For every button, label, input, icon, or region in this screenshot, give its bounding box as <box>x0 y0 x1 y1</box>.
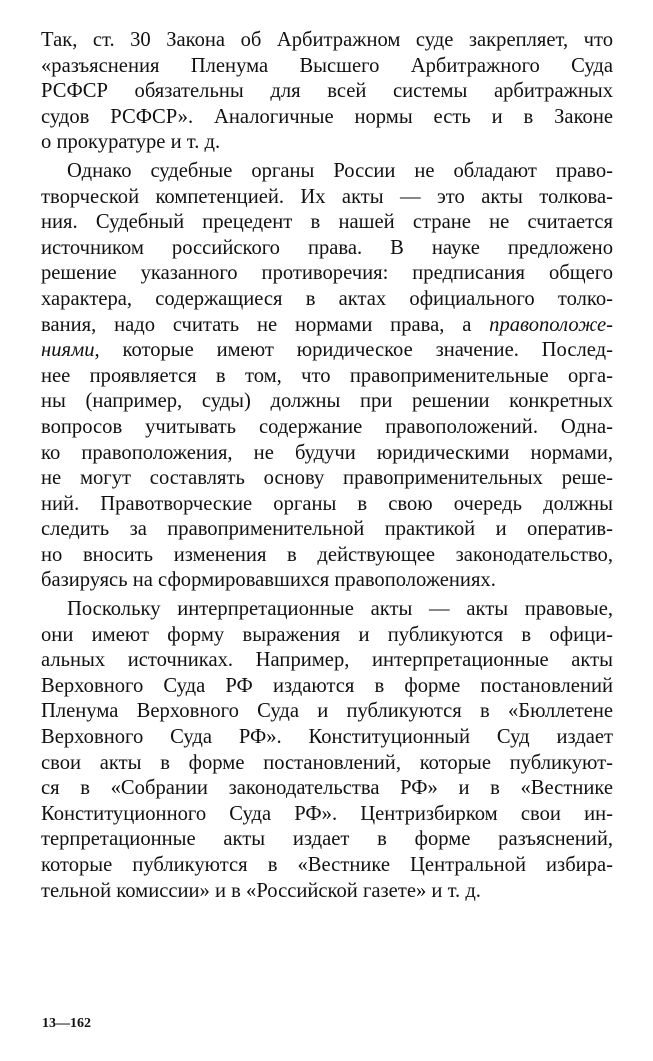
text-segment: вания, надо считать не нормами права, а <box>41 313 490 336</box>
text-line <box>41 441 613 467</box>
text-segment: базируясь на сформировавшихся правоположениях. <box>41 569 496 592</box>
text-line <box>41 776 613 802</box>
text-line <box>41 159 613 185</box>
text-line <box>41 79 613 105</box>
text-line <box>41 185 613 211</box>
text-segment: ны (например, суды) должны при решении конкретных <box>41 390 613 413</box>
text-line <box>41 853 613 879</box>
text-line <box>41 236 613 262</box>
text-segment: которые публикуются в «Вестнике Центральной избира- <box>41 854 613 876</box>
paragraph <box>41 159 613 594</box>
text-segment: «разъяснения Пленума Высшего Арбитражного Суда <box>41 54 613 77</box>
text-line <box>41 28 613 54</box>
text-line <box>41 492 613 518</box>
signature-mark: 13—162 <box>42 1016 91 1031</box>
text-segment: не могут составлять основу правоприменительных реше- <box>41 467 613 490</box>
text-segment: нее проявляется в том, что правоприменительные орга- <box>41 364 613 387</box>
text-line <box>41 517 613 543</box>
text-line <box>41 648 613 674</box>
text-line <box>41 313 613 339</box>
text-segment: , которые имеют юридическое значение. Послед- <box>94 339 613 362</box>
text-segment: ния. Судебный прецедент в нашей стране не считается <box>41 211 613 234</box>
text-line <box>41 699 613 725</box>
text-line <box>41 105 613 131</box>
text-line <box>41 466 613 492</box>
italic-term: ниями <box>41 339 95 362</box>
text-segment: альных источниках. Например, интерпретационные акты <box>41 649 613 672</box>
text-segment: РСФСР обязательны для всей системы арбитражных <box>41 80 613 103</box>
text-line <box>41 338 613 364</box>
text-segment: но вносить изменения в действующее законодательство, <box>41 543 613 566</box>
text-line <box>41 725 613 751</box>
text-line <box>41 415 613 441</box>
text-line <box>41 54 613 80</box>
text-line <box>41 287 613 313</box>
text-line <box>41 389 613 415</box>
paragraph <box>41 597 613 904</box>
text-segment: вопросов учитывать содержание правоположений. Одна- <box>41 415 613 438</box>
text-line <box>41 261 613 287</box>
text-segment: ний. Правотворческие органы в свою очередь должны <box>41 492 613 515</box>
text-segment: решение указанного противоречия: предписания общего <box>41 262 613 285</box>
text-segment: Верховного Суда РФ издаются в форме постановлений <box>41 674 613 697</box>
text-segment: ко правоположения, не будучи юридическими нормами, <box>41 441 613 464</box>
text-line <box>41 802 613 828</box>
text-line <box>41 568 613 594</box>
text-line <box>41 674 613 700</box>
paragraph <box>41 28 613 156</box>
text-segment: Пленума Верховного Суда и публикуются в «Бюллетене <box>41 700 613 723</box>
text-segment: ся в «Собрании законодательства РФ» и в «Вестнике <box>41 777 613 800</box>
text-segment: терпретационные акты издает в форме разъяснений, <box>41 828 613 851</box>
italic-term: правоположе- <box>489 313 613 336</box>
text-segment: Поскольку интерпретационные акты — акты правовые, <box>67 598 613 621</box>
text-line <box>41 597 613 623</box>
text-line <box>41 210 613 236</box>
text-segment: Верховного Суда РФ». Конституционный Суд издает <box>41 726 613 749</box>
text-segment: Однако судебные органы России не обладают право- <box>67 159 613 182</box>
text-line <box>41 364 613 390</box>
text-segment: судов РСФСР». Аналогичные нормы есть и в Законе <box>41 105 613 128</box>
text-line <box>41 130 613 156</box>
text-segment: они имеют форму выражения и публикуются в офици- <box>41 623 613 646</box>
body-text <box>41 28 613 904</box>
text-segment: о прокуратуре и т. д. <box>41 131 221 154</box>
text-line <box>41 623 613 649</box>
text-segment: свои акты в форме постановлений, которые публикуют- <box>41 751 613 774</box>
text-segment: Конституционного Суда РФ». Центризбирком свои ин- <box>41 802 613 825</box>
text-segment: следить за правоприменительной практикой и оператив- <box>41 518 613 541</box>
text-line <box>41 879 613 905</box>
text-segment: творческой компетенцией. Их акты — это акты толкова- <box>41 185 613 208</box>
text-segment: тельной комиссии» и в «Российской газете» и т. д. <box>41 879 481 902</box>
text-segment: источником российского права. В науке предложено <box>41 236 613 259</box>
text-line <box>41 543 613 569</box>
text-line <box>41 751 613 777</box>
text-segment: Так, ст. 30 Закона об Арбитражном суде закрепляет, что <box>41 29 613 51</box>
text-segment: характера, содержащиеся в актах официального толко- <box>41 287 613 310</box>
text-line <box>41 827 613 853</box>
